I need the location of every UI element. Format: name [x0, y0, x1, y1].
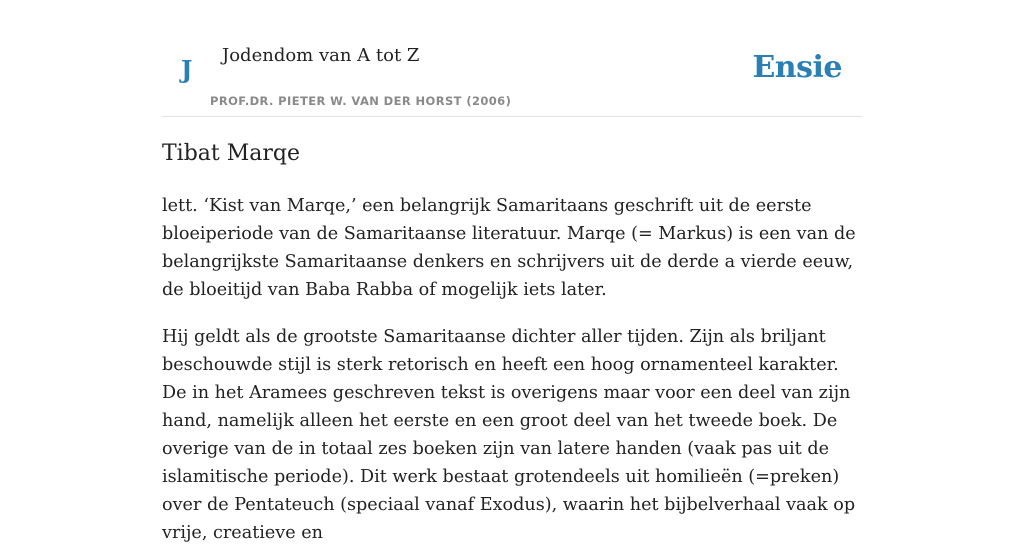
article: [162, 138, 862, 547]
ensie-logo-link[interactable]: Ensie: [752, 50, 842, 85]
article-paragraph-1: lett. ‘Kist van Marqe,’ een belangrijk Samaritaans geschrift uit de eerste bloeiperiode van de Samaritaanse literatuur. Marqe (= Markus) is een van de belangrijkste Samaritaanse denkers en schrijvers uit de derde a vierde eeuw, de bloeitijd van Baba Rabba of mogelijk iets later.: [162, 196, 856, 300]
book-header: [162, 0, 862, 117]
article-title: Tibat Marqe: [162, 141, 301, 166]
book-title[interactable]: Jodendom van A tot Z: [222, 45, 420, 66]
article-paragraph-2: Hij geldt als de grootste Samaritaanse dichter aller tijden. Zijn als briljant beschouwde stijl is sterk retorisch en heeft een hoog ornamenteel karakter. De in het Aramees geschreven tekst is overigens maar voor een deel van zijn hand, namelijk alleen het eerste en een groot deel van het tweede boek. De overige van de in totaal zes boeken zijn van latere handen (vaak pas uit de islamitische periode). Dit werk bestaat grotendeels uit homilieën (=preken) over de Pentateuch (speciaal vanaf Exodus), waarin het bijbelverhaal vaak op vrije, creatieve en: [162, 327, 856, 543]
book-author: PROF.DR. PIETER W. VAN DER HORST (2006): [210, 94, 512, 108]
book-letter-link[interactable]: J: [181, 55, 193, 84]
